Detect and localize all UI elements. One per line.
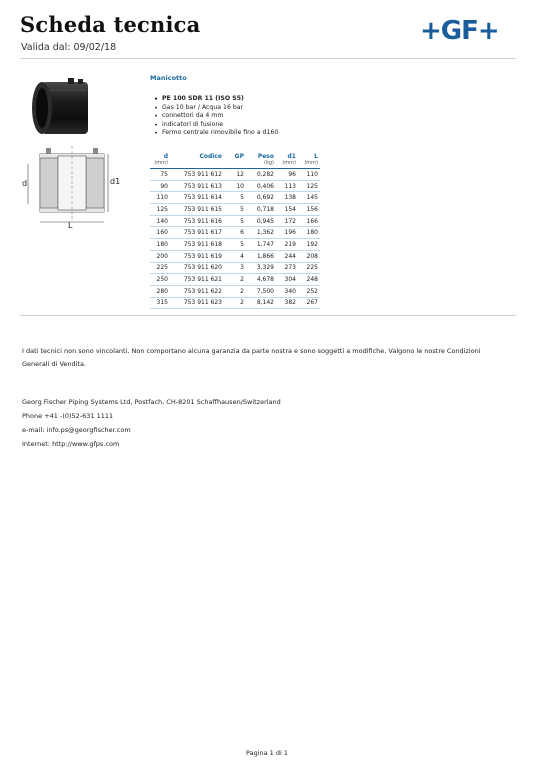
cell-d1: 219 — [276, 239, 298, 251]
cell-l: 125 — [298, 180, 320, 192]
cell-peso: 8,142 — [246, 297, 276, 309]
cell-d: 280 — [150, 285, 170, 297]
cell-l: 208 — [298, 250, 320, 262]
cell-code: 753 911 619 — [170, 250, 224, 262]
column-header-gp: GP — [234, 153, 244, 160]
cell-code: 753 911 612 — [170, 169, 224, 181]
cell-d: 90 — [150, 180, 170, 192]
cell-d: 75 — [150, 169, 170, 181]
cell-code: 753 911 618 — [170, 239, 224, 251]
cell-gp: 5 — [224, 215, 246, 227]
cell-l: 145 — [298, 192, 320, 204]
cell-code: 753 911 623 — [170, 297, 224, 309]
cell-gp: 3 — [224, 262, 246, 274]
valid-from-date: Valida dal: 09/02/18 — [21, 42, 117, 53]
column-header-l: L — [314, 153, 318, 160]
cell-gp: 10 — [224, 180, 246, 192]
cell-peso: 0,945 — [246, 215, 276, 227]
feature-item: • Gas 10 bar / Acqua 16 bar — [154, 104, 278, 113]
cell-peso: 0,718 — [246, 204, 276, 216]
cell-d1: 382 — [276, 297, 298, 309]
cell-gp: 2 — [224, 297, 246, 309]
cell-d1: 304 — [276, 274, 298, 286]
table-row — [150, 180, 320, 192]
cell-l: 225 — [298, 262, 320, 274]
label-L: L — [68, 221, 73, 230]
feature-item: • PE 100 SDR 11 (ISO S5) — [154, 95, 278, 104]
cell-d: 250 — [150, 274, 170, 286]
feature-item: • indicatori di fusione — [154, 121, 278, 130]
cell-gp: 2 — [224, 285, 246, 297]
cell-code: 753 911 620 — [170, 262, 224, 274]
cell-peso: 1,362 — [246, 227, 276, 239]
gf-logo: +GF+ — [420, 16, 499, 46]
cell-d: 110 — [150, 192, 170, 204]
cell-d1: 196 — [276, 227, 298, 239]
cell-peso: 1,747 — [246, 239, 276, 251]
cell-gp: 5 — [224, 192, 246, 204]
cell-d: 315 — [150, 297, 170, 309]
cell-l: 252 — [298, 285, 320, 297]
table-row — [150, 227, 320, 239]
cell-l: 166 — [298, 215, 320, 227]
cell-peso: 0,692 — [246, 192, 276, 204]
cell-d: 125 — [150, 204, 170, 216]
cell-peso: 7,500 — [246, 285, 276, 297]
cell-l: 156 — [298, 204, 320, 216]
cell-d1: 273 — [276, 262, 298, 274]
table-row — [150, 250, 320, 262]
cell-l: 192 — [298, 239, 320, 251]
website-url: Internet: http://www.gfps.com — [22, 440, 120, 448]
unit-code — [170, 160, 224, 169]
technical-drawing — [16, 144, 121, 230]
spec-table — [150, 153, 320, 309]
cell-l: 110 — [298, 169, 320, 181]
cell-l: 248 — [298, 274, 320, 286]
cell-peso: 0,282 — [246, 169, 276, 181]
table-row — [150, 239, 320, 251]
email-address: e-mail: info.ps@georgfischer.com — [22, 426, 131, 434]
cell-peso: 3,329 — [246, 262, 276, 274]
cell-code: 753 911 614 — [170, 192, 224, 204]
cell-d: 180 — [150, 239, 170, 251]
label-d: d — [22, 179, 28, 188]
cell-d: 160 — [150, 227, 170, 239]
column-header-d: d — [163, 153, 168, 160]
cell-code: 753 911 622 — [170, 285, 224, 297]
cell-gp: 5 — [224, 239, 246, 251]
feature-item: • Fermo centrale rimovibile fino a d160 — [154, 129, 278, 138]
unit-d: (mm) — [150, 160, 170, 169]
feature-list — [154, 95, 278, 138]
table-row — [150, 297, 320, 309]
cell-gp: 2 — [224, 274, 246, 286]
label-d1: d1 — [110, 177, 121, 186]
cell-peso: 1,866 — [246, 250, 276, 262]
table-row — [150, 169, 320, 181]
unit-peso: (kg) — [246, 160, 276, 169]
table-row — [150, 204, 320, 216]
cell-d1: 172 — [276, 215, 298, 227]
page-title: Scheda tecnica — [20, 12, 201, 37]
cell-code: 753 911 621 — [170, 274, 224, 286]
cell-gp: 12 — [224, 169, 246, 181]
disclaimer-text: I dati tecnici non sono vincolanti. Non comportano alcuna garanzia da parte nostra e sono soggetti a modifiche. Valgono le nostre Condizioni Generali di Vendita. — [22, 347, 481, 368]
phone-number: Phone +41 -(0)52-631 1111 — [22, 412, 114, 420]
unit-gp — [224, 160, 246, 169]
coupler-photo — [28, 76, 98, 140]
cell-d1: 113 — [276, 180, 298, 192]
table-row — [150, 215, 320, 227]
feature-item: • connettori da 4 mm — [154, 112, 278, 121]
cell-peso: 4,678 — [246, 274, 276, 286]
cell-d: 225 — [150, 262, 170, 274]
cell-l: 180 — [298, 227, 320, 239]
cell-d: 140 — [150, 215, 170, 227]
column-header-code: Codice — [199, 153, 222, 160]
cell-code: 753 911 615 — [170, 204, 224, 216]
cell-code: 753 911 613 — [170, 180, 224, 192]
page-number: Pagina 1 di 1 — [245, 749, 289, 757]
cell-d1: 138 — [276, 192, 298, 204]
cell-d1: 340 — [276, 285, 298, 297]
cell-d1: 96 — [276, 169, 298, 181]
column-header-d1: d1 — [287, 153, 296, 160]
cell-gp: 5 — [224, 204, 246, 216]
cell-gp: 4 — [224, 250, 246, 262]
unit-d1: (mm) — [276, 160, 298, 169]
cell-d: 200 — [150, 250, 170, 262]
company-address: Georg Fischer Piping Systems Ltd, Postfach, CH-8201 Schaffhausen/Switzerland — [22, 398, 281, 406]
cell-d1: 244 — [276, 250, 298, 262]
cell-code: 753 911 616 — [170, 215, 224, 227]
spec-table-body — [150, 169, 320, 309]
cell-gp: 6 — [224, 227, 246, 239]
section-divider — [20, 315, 516, 316]
table-row — [150, 192, 320, 204]
table-row — [150, 285, 320, 297]
unit-l: (mm) — [298, 160, 320, 169]
cell-d1: 154 — [276, 204, 298, 216]
cell-l: 267 — [298, 297, 320, 309]
contact-block — [22, 395, 281, 451]
column-header-peso: Peso — [257, 153, 274, 160]
cell-peso: 0,406 — [246, 180, 276, 192]
header-divider — [20, 58, 516, 59]
table-row — [150, 274, 320, 286]
table-row — [150, 262, 320, 274]
cell-code: 753 911 617 — [170, 227, 224, 239]
product-name: Manicotto — [150, 74, 187, 82]
